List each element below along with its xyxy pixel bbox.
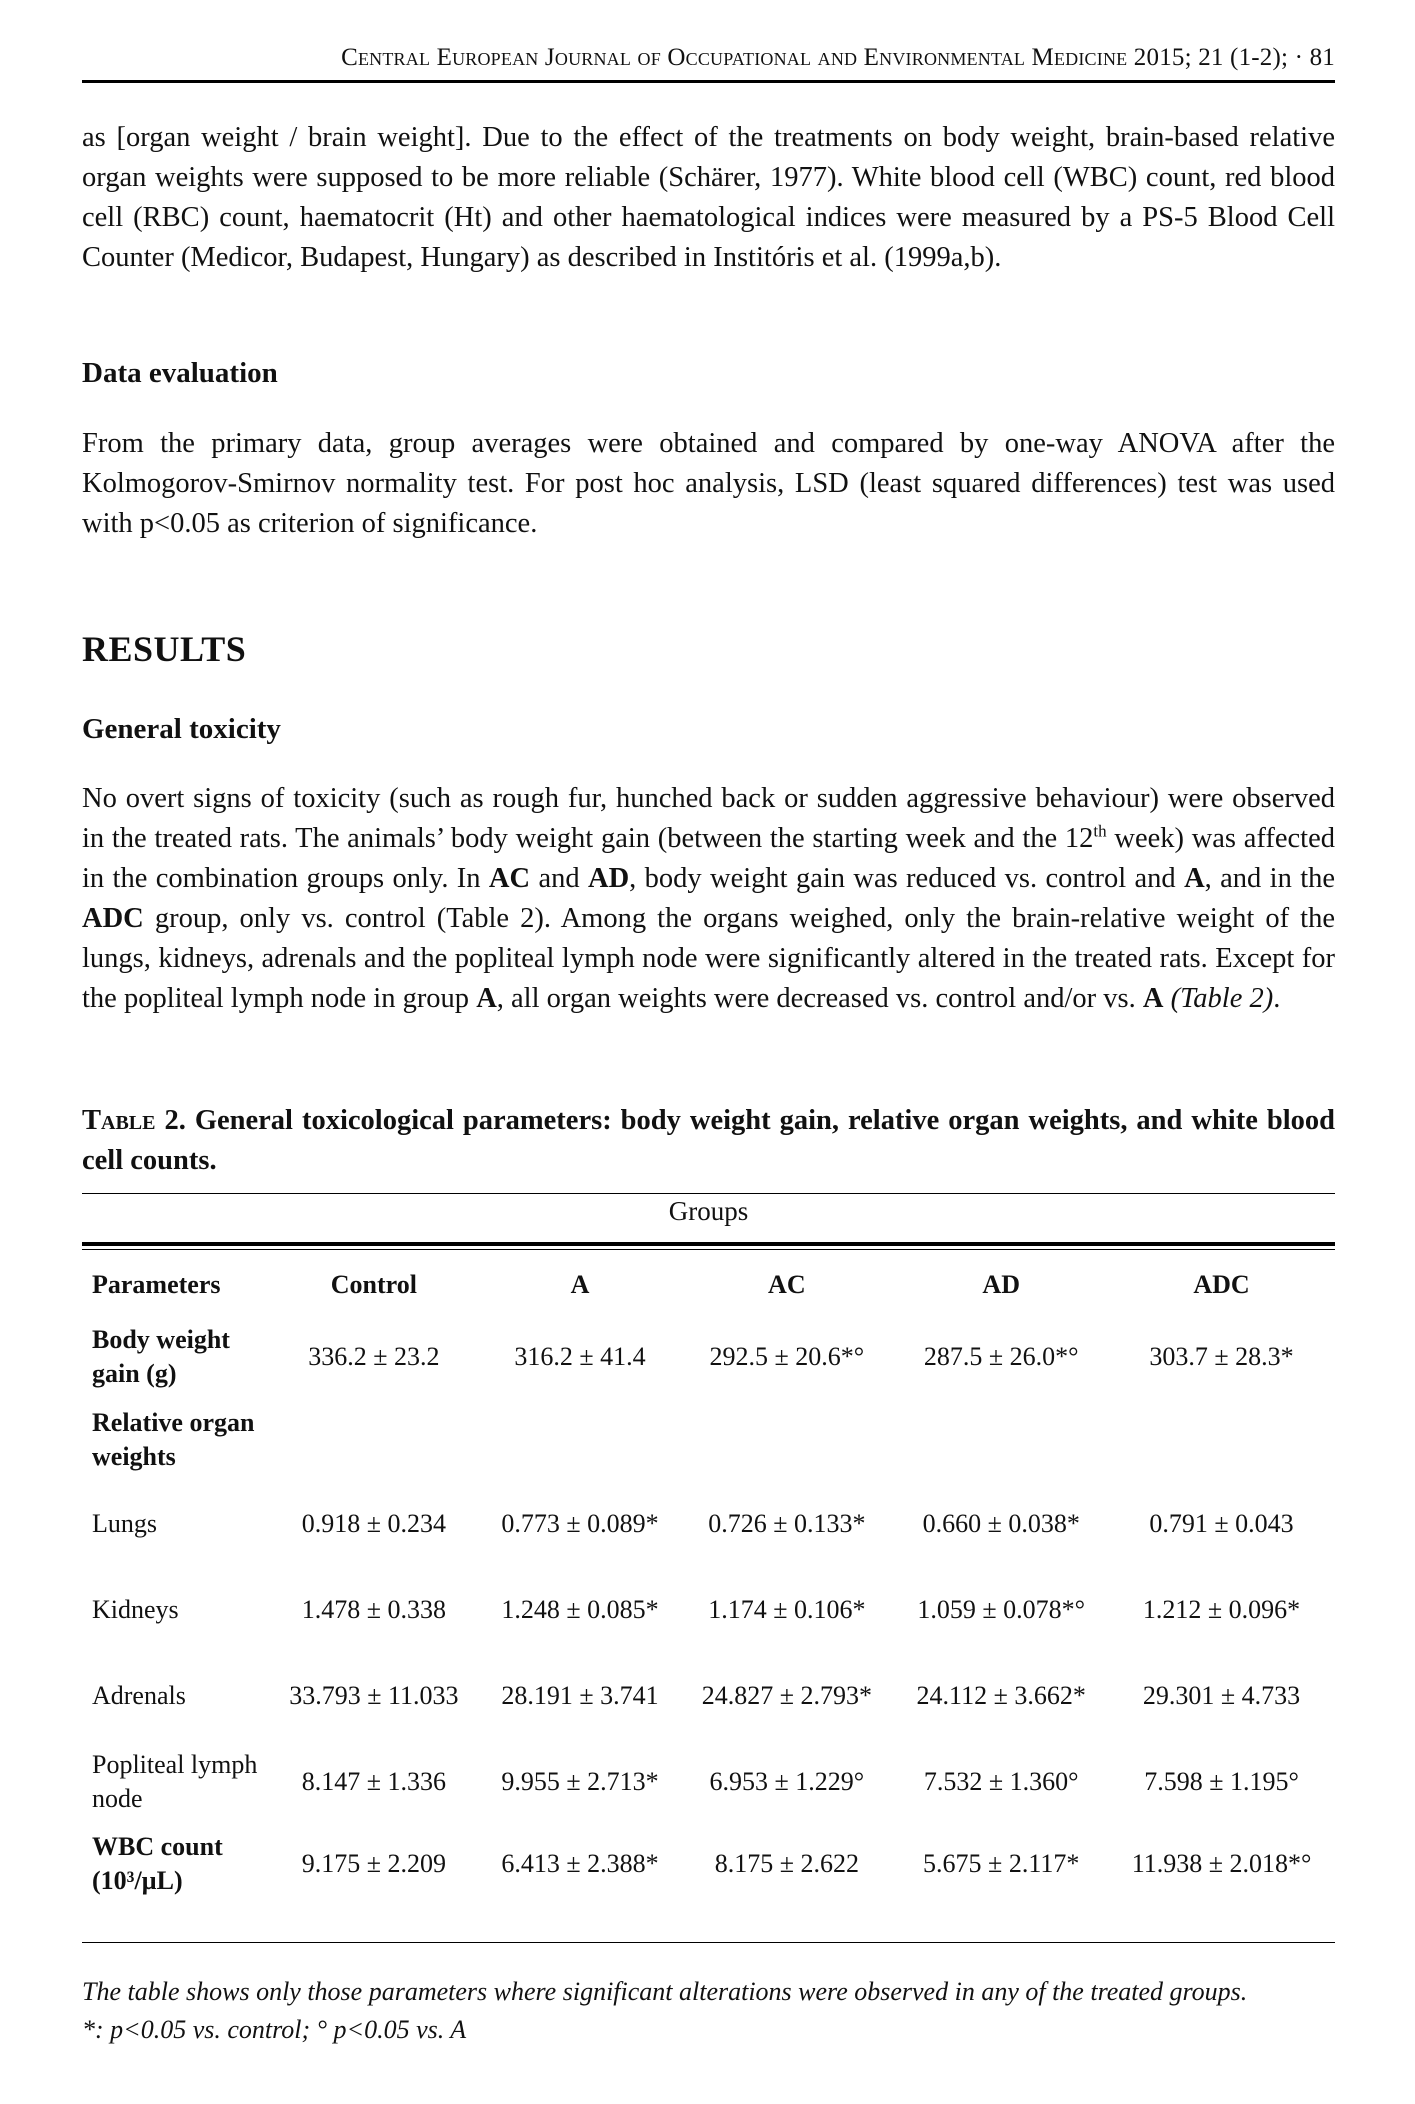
table-reference: (Table 2): [1170, 983, 1274, 1014]
cell-value: 303.7 ± 28.3*: [1149, 1342, 1294, 1371]
text-run: No overt signs of toxicity (such as rough fur, hunched back or sudden aggressive behaviour) were observed in the treated rats. The animals’ body weight gain (between the starting week and the 12: [82, 783, 1335, 854]
text-run: week) was affected in the combination groups only. In: [82, 823, 1335, 894]
text-run: .: [1273, 983, 1281, 1014]
table-row: [82, 1481, 1335, 1567]
group-ad: AD: [587, 863, 630, 894]
cell-value: [481, 1399, 680, 1481]
cell-value: 316.2 ± 41.4: [514, 1342, 646, 1371]
cell-value: 1.478 ± 0.338: [301, 1595, 447, 1624]
text-run: , all organ weights were decreased vs. control and/or vs.: [496, 983, 1143, 1014]
table-row: [82, 1399, 1335, 1481]
column-header: AD: [982, 1270, 1020, 1299]
cell-value: 6.413 ± 2.388*: [501, 1849, 659, 1878]
cell-value: 336.2 ± 23.2: [308, 1342, 440, 1371]
cell-value: 1.174 ± 0.106*: [708, 1595, 866, 1624]
text-run: group, only vs. control (Table 2). Among the organs weighed, only the brain-relative weight of the lungs, kidneys, adrenals and the popliteal lymph node were significantly altered in the treated rats. Except for the popliteal lymph node in group: [82, 903, 1335, 1014]
table-row: [82, 1739, 1335, 1825]
groups-label: Groups: [668, 1196, 749, 1226]
cell-value: 8.147 ± 1.336: [301, 1767, 447, 1796]
cell-value: [1108, 1399, 1335, 1481]
column-header: Parameters: [92, 1270, 221, 1299]
column-header: A: [570, 1270, 590, 1299]
table-header-rule: [82, 1242, 1335, 1246]
group-ac: AC: [488, 863, 531, 894]
cell-value: 29.301 ± 4.733: [1142, 1681, 1301, 1710]
cell-value: 6.953 ± 1.229°: [709, 1767, 865, 1796]
column-header: Control: [330, 1270, 417, 1299]
table-row: [82, 1567, 1335, 1653]
cell-value: 33.793 ± 11.033: [289, 1681, 459, 1710]
row-label: Adrenals: [92, 1681, 186, 1710]
cell-value: 9.955 ± 2.713*: [501, 1767, 659, 1796]
group-adc: ADC: [82, 903, 144, 934]
general-toxicity-paragraph: [82, 779, 1335, 1019]
cell-value: 0.660 ± 0.038*: [922, 1509, 1080, 1538]
cell-value: 24.112 ± 3.662*: [916, 1681, 1086, 1710]
cell-value: 8.175 ± 2.622: [714, 1849, 859, 1878]
cell-value: 287.5 ± 26.0*°: [923, 1342, 1079, 1371]
toxicology-table: [82, 1255, 1335, 1903]
cell-value: [679, 1399, 894, 1481]
table-header-row: [82, 1255, 1335, 1315]
table-row: [82, 1825, 1335, 1903]
group-a: A: [476, 983, 497, 1014]
text-run: [1163, 983, 1170, 1014]
row-label: WBC count (10³/µL): [92, 1832, 223, 1895]
table-row: [82, 1653, 1335, 1739]
cell-value: 292.5 ± 20.6*°: [709, 1342, 865, 1371]
results-heading: RESULTS: [82, 629, 247, 669]
cell-value: 28.191 ± 3.741: [501, 1681, 659, 1710]
running-head: Central European Journal of Occupational and Environmental Medicine 2015; 21 (1-2); · 81: [341, 44, 1335, 71]
table-row: [82, 1315, 1335, 1399]
table-title: General toxicological parameters: body weight gain, relative organ weights, and white blood cell counts.: [82, 1105, 1335, 1176]
data-evaluation-paragraph: From the primary data, group averages were obtained and compared by one-way ANOVA after the Kolmogorov-Smirnov normality test. For post hoc analysis, LSD (least squared differences) test was used with p<0.05 as criterion of significance.: [82, 428, 1335, 539]
table-footnote: The table shows only those parameters where significant alterations were observed in any of the treated groups.: [82, 1977, 1248, 2006]
row-label: Kidneys: [92, 1595, 179, 1624]
cell-value: 9.175 ± 2.209: [301, 1849, 447, 1878]
superscript: th: [1093, 821, 1107, 841]
cell-value: 1.212 ± 0.096*: [1142, 1595, 1301, 1624]
table-top-rule: [82, 1193, 1335, 1194]
row-label: Relative organ weights: [92, 1408, 255, 1471]
group-a: A: [1142, 983, 1164, 1014]
text-run: , and in the: [1204, 863, 1336, 894]
cell-value: 0.726 ± 0.133*: [708, 1509, 866, 1538]
cell-value: 5.675 ± 2.117*: [923, 1849, 1080, 1878]
intro-paragraph: as [organ weight / brain weight]. Due to the effect of the treatments on body weight, brain-based relative organ weights were supposed to be more reliable (Schärer, 1977). White blood cell (WBC) count, red blood cell (RBC) count, haematocrit (Ht) and other haematological indices were measured by a PS-5 Blood Cell Counter (Medicor, Budapest, Hungary) as described in Institóris et al. (1999a,b).: [82, 122, 1335, 273]
data-evaluation-heading: Data evaluation: [82, 357, 278, 389]
row-label: Lungs: [92, 1509, 157, 1538]
cell-value: 0.918 ± 0.234: [301, 1509, 447, 1538]
column-header: ADC: [1193, 1270, 1250, 1299]
cell-value: 1.059 ± 0.078*°: [917, 1595, 1086, 1624]
header-rule: [82, 80, 1335, 83]
cell-value: 7.598 ± 1.195°: [1144, 1767, 1299, 1796]
table-bottom-rule: [82, 1942, 1335, 1943]
column-header: AC: [768, 1270, 806, 1299]
table-caption: [82, 1101, 1335, 1181]
cell-value: 0.791 ± 0.043: [1149, 1509, 1294, 1538]
significance-legend: *: p<0.05 vs. control; ° p<0.05 vs. A: [82, 2015, 467, 2044]
text-run: , body weight gain was reduced vs. control and: [629, 863, 1185, 894]
group-a: A: [1184, 863, 1205, 894]
cell-value: 7.532 ± 1.360°: [923, 1767, 1079, 1796]
general-toxicity-heading: General toxicity: [82, 713, 281, 745]
cell-value: 1.248 ± 0.085*: [501, 1595, 659, 1624]
cell-value: 24.827 ± 2.793*: [701, 1681, 872, 1710]
table-label: Table 2.: [82, 1105, 186, 1136]
table-header-rule-thin: [82, 1249, 1335, 1250]
row-label: Popliteal lymph node: [92, 1750, 258, 1813]
cell-value: 11.938 ± 2.018*°: [1131, 1849, 1312, 1878]
row-label: Body weight gain (g): [92, 1325, 230, 1388]
cell-value: [267, 1399, 481, 1481]
cell-value: [894, 1399, 1108, 1481]
cell-value: 0.773 ± 0.089*: [501, 1509, 659, 1538]
text-run: and: [530, 863, 588, 894]
